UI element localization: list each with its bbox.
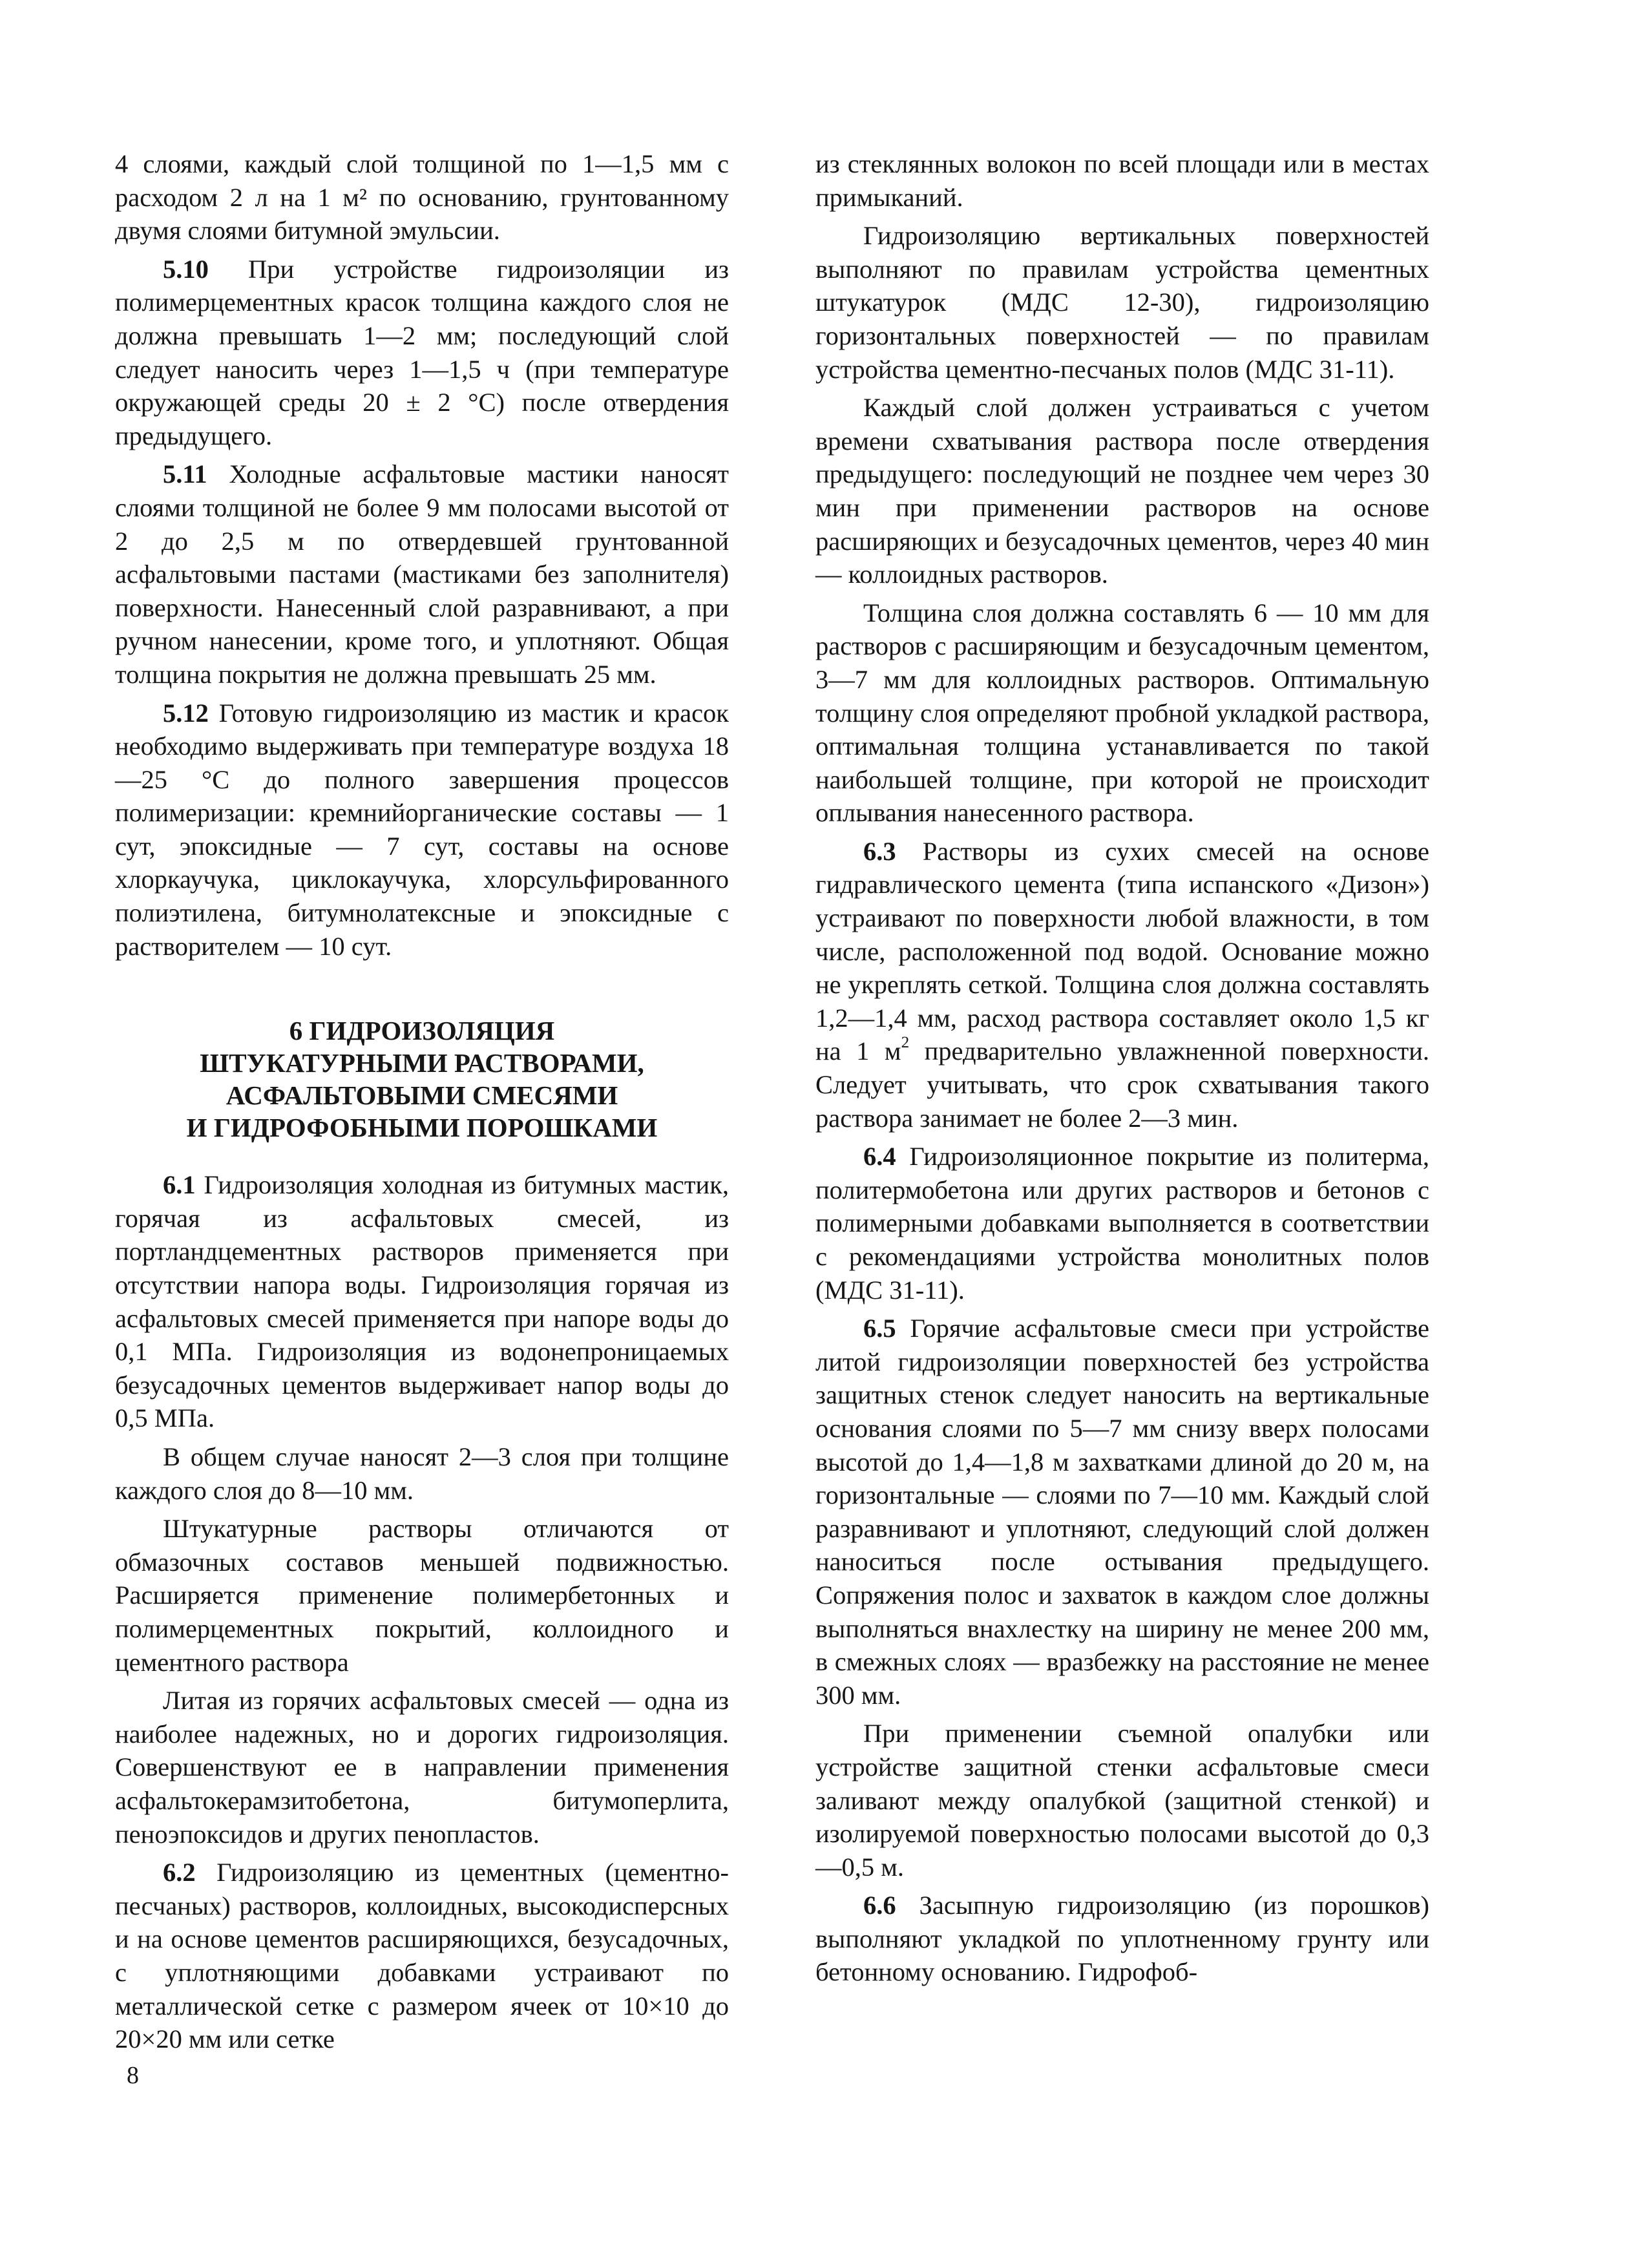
clause-number: 6.5 <box>863 1314 896 1343</box>
paragraph-text: Холодные асфальтовые мастики наносят слоями толщиной не более 9 мм полосами высотой от 2 до 2,5 м по отвердевшей грунтованной асфальтовыми пастами (мастиками без заполнителя) поверхности. Нанесенный слой разравнивают, а при ручном нанесении, кроме того, и уплотняют. Общая толщина покрытия не должна превышать 25 мм. <box>115 459 729 689</box>
paragraph-5-11 <box>115 457 729 691</box>
clause-number: 6.2 <box>163 1858 196 1887</box>
clause-number: 6.3 <box>863 836 896 866</box>
section-heading <box>115 1014 729 1144</box>
paragraph-text: Гидроизоляция холодная из битумных мастик, горячая из асфальтовых смесей, из портландцементных растворов применяется при отсутствии напора воды. Гидроизоляция горячая из асфальтовых смесей применяется при напоре воды до 0,1 МПа. Гидроизоляция из водонепроницаемых безусадочных цементов выдерживает напор воды до 0,5 МПа. <box>115 1170 729 1433</box>
heading-line: ШТУКАТУРНЫМИ РАСТВОРАМИ, <box>200 1048 644 1078</box>
paragraph-vertical: Гидроизоляцию вертикальных поверхностей выполняют по правилам устройства цементных штукатурок (МДС 12-30), гидроизоляцию горизонтальных поверхностей — по правилам устройства цементно-песчаных полов (МДС 31-11). <box>815 221 1429 384</box>
paragraph-6-3 <box>815 835 1429 1135</box>
paragraph-5-10 <box>115 253 729 453</box>
clause-number: 6.4 <box>863 1142 896 1171</box>
left-column <box>115 147 729 2056</box>
paragraph-6-6 <box>815 1889 1429 1989</box>
paragraph-text: Горячие асфальтовые смеси при устройстве литой гидроизоляции поверхностей без устройства защитных стенок следует наносить на вертикальные основания слоями по 5—7 мм снизу вверх полосами высотой до 1,4—1,8 м захватками длиной до 20 м, на горизонтальные — слоями по 7—10 мм. Каждый слой разравнивают и уплотняют, следующий слой должен наноситься после остывания предыдущего. Сопряжения полос и захваток в каждом слое должны выполняться внахлестку на ширину не менее 200 мм, в смежных слоях — вразбежку на расстояние не менее 300 мм. <box>815 1314 1429 1710</box>
paragraph-layer: Каждый слой должен устраиваться с учетом времени схватывания раствора после отвердения предыдущего: последующий не позднее чем через 30 мин при применении растворов на основе расширяющих и безусадочных цементов, через 40 мин — коллоидных растворов. <box>815 393 1429 589</box>
paragraph-text: Гидроизоляционное покрытие из политерма, политермобетона или других растворов и бетонов с полимерными добавками выполняется в соответствии с рекомендациями устройства монолитных полов (МДС 31-11). <box>815 1142 1429 1305</box>
paragraph-formwork: При применении съемной опалубки или устройстве защитной стенки асфальтовые смеси заливают между опалубкой (защитной стенкой) и изолируемой поверхностью полосами высотой до 0,3—0,5 м. <box>815 1719 1429 1882</box>
paragraph-text: Засыпную гидроизоляцию (из порошков) выполняют укладкой по уплотненному грунту или бетонному основанию. Гидрофоб- <box>815 1891 1429 1987</box>
heading-line: АСФАЛЬТОВЫМИ СМЕСЯМИ <box>226 1080 618 1111</box>
page-number: 8 <box>127 2062 139 2089</box>
paragraph-6-1 <box>115 1168 729 1435</box>
clause-number: 6.1 <box>163 1170 196 1200</box>
paragraph-continuation: 4 слоями, каждый слой толщиной по 1—1,5 мм с расходом 2 л на 1 м² по основанию, грунтованному двумя слоями битумной эмульсии. <box>115 149 729 246</box>
clause-number: 5.10 <box>163 254 209 284</box>
paragraph-6-5 <box>815 1312 1429 1712</box>
paragraph-text: предварительно увлажненной поверхности. Следует учитывать, что срок схватывания такого раствора занимает не более 2—3 мин. <box>815 1036 1430 1133</box>
paragraph-6-4 <box>815 1140 1429 1307</box>
superscript: 2 <box>901 1034 910 1052</box>
paragraph-cast: Литая из горячих асфальтовых смесей — одна из наиболее надежных, но и дорогих гидроизоляция. Совершенствуют ее в направлении применения асфальтокерамзитобетона, битумоперлита, пеноэпоксидов и других пенопластов. <box>115 1686 729 1849</box>
paragraph-general: В общем случае наносят 2—3 слоя при толщине каждого слоя до 8—10 мм. <box>115 1442 729 1505</box>
paragraph-text: Гидроизоляцию из цементных (цементно-песчаных) растворов, коллоидных, высокодисперсных и на основе цементов расширяющихся, безусадочных, с уплотняющими добавками устраивают по металлической сетке с размером ячеек от 10×10 до 20×20 мм или сетке <box>115 1858 729 2054</box>
clause-number: 5.11 <box>163 459 207 489</box>
right-column <box>815 147 1429 1989</box>
paragraph-continuation: из стеклянных волокон по всей площади или в местах примыканий. <box>815 149 1429 212</box>
paragraph-text: При устройстве гидроизоляции из полимерцементных красок толщина каждого слоя не должна превышать 1—2 мм; последующий слой следует наносить через 1—1,5 ч (при температуре окружающей среды 20 ± 2 °С) после отвердения предыдущего. <box>115 254 729 450</box>
paragraph-5-12 <box>115 697 729 963</box>
paragraph-text: Готовую гидроизоляцию из мастик и красок необходимо выдерживать при температуре воздуха 18—25 °С до полного завершения процессов полимеризации: кремнийорганические составы — 1 сут, эпоксидные — 7 сут, составы на основе хлоркаучука, циклокаучука, хлорсульфированного полиэтилена, битумнолатексные и эпоксидные с растворителем — 10 сут. <box>115 698 729 961</box>
paragraph-6-2 <box>115 1856 729 2056</box>
heading-line: И ГИДРОФОБНЫМИ ПОРОШКАМИ <box>186 1113 658 1143</box>
heading-line: 6 ГИДРОИЗОЛЯЦИЯ <box>289 1016 555 1046</box>
paragraph-plaster: Штукатурные растворы отличаются от обмазочных составов меньшей подвижностью. Расширяется применение полимербетонных и полимерцементных покрытий, коллоидного и цементного раствора <box>115 1514 729 1677</box>
clause-number: 6.6 <box>863 1891 896 1920</box>
clause-number: 5.12 <box>163 698 209 728</box>
paragraph-text: Растворы из сухих смесей на основе гидравлического цемента (типа испанского «Дизон») устраивают по поверхности любой влажности, в том числе, расположенной под водой. Основание можно не укреплять сеткой. Толщина слоя должна составлять 1,2—1,4 мм, расход раствора составляет около 1,5 кг на 1 м <box>815 836 1429 1066</box>
paragraph-thickness: Толщина слоя должна составлять 6 — 10 мм для растворов с расширяющим и безусадочным цементом, 3—7 мм для коллоидных растворов. Оптимальную толщину слоя определяют пробной укладкой раствора, оптимальная толщина устанавливается по такой наибольшей толщине, при которой не происходит оплывания нанесенного раствора. <box>815 598 1429 828</box>
